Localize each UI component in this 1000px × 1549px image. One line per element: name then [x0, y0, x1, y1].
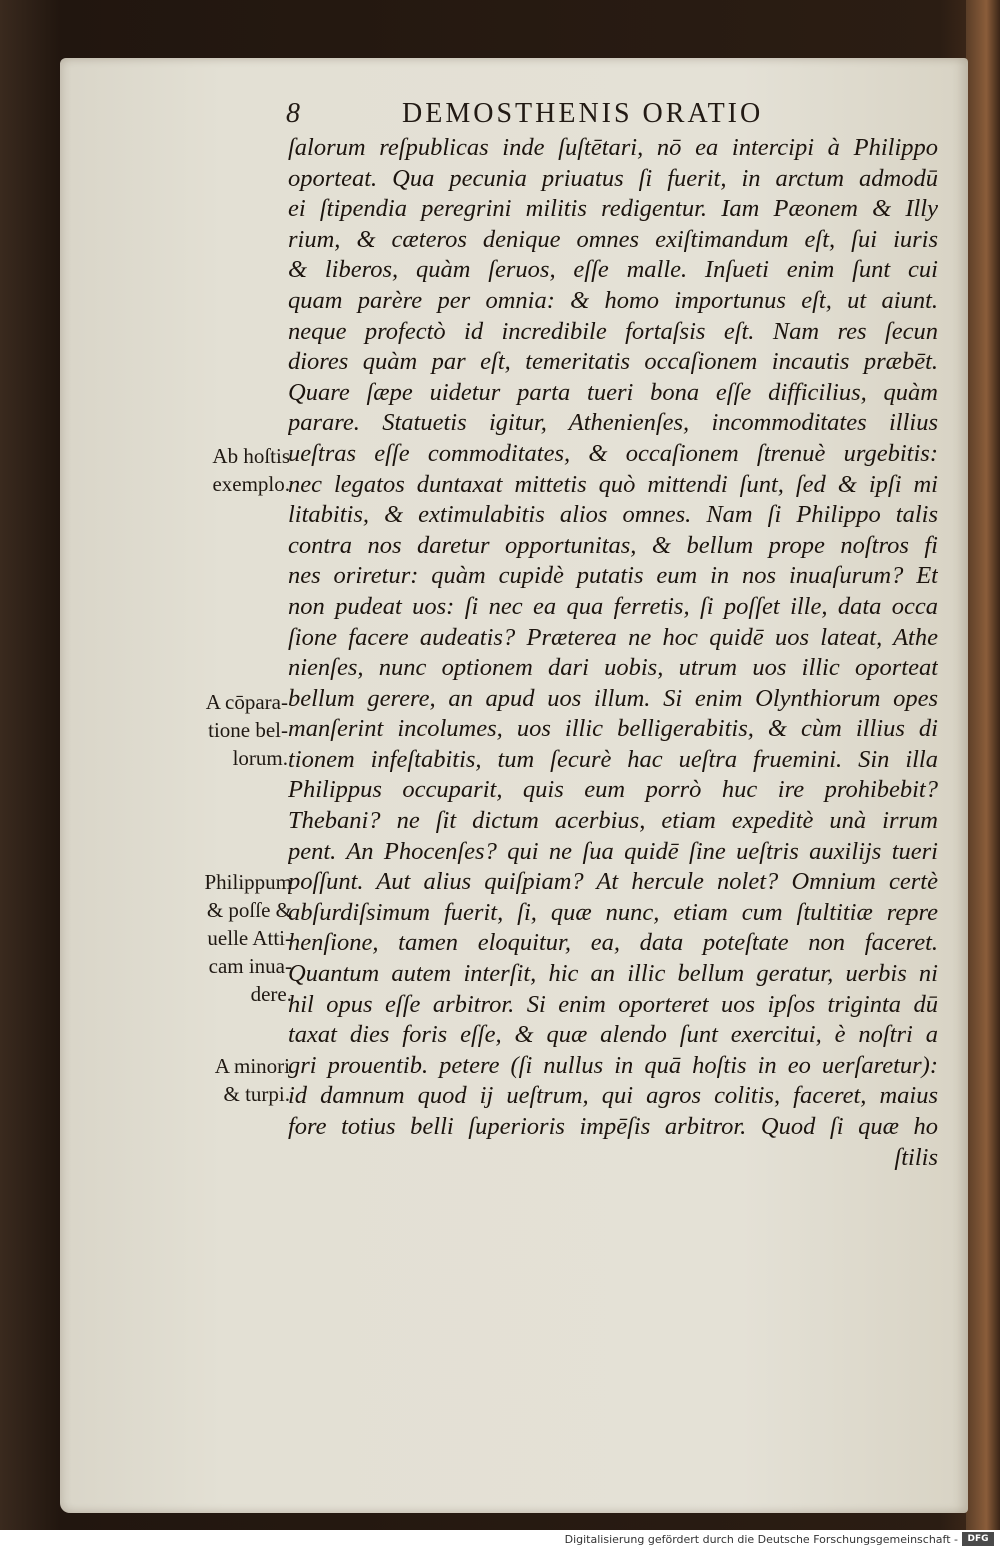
- margin-note-ab-hostis: [170, 442, 290, 498]
- text-line: fore totius belli ſuperioris impēſis arbitror. Quod ſi quæ ho: [288, 1113, 938, 1140]
- margin-note-line: A minori: [214, 1054, 290, 1078]
- text-line: pent. An Phocenſes? qui ne ſua quidē ſine ueſtris auxilijs tueri: [288, 837, 938, 865]
- text-line: quam parère per omnia: & homo importunus eſt, ut aiunt.: [288, 286, 938, 314]
- text-line: Thebani? ne ſit dictum acerbius, etiam expeditè unà irrum: [288, 807, 938, 835]
- running-head: [286, 98, 846, 134]
- margin-note-minori: [176, 1052, 290, 1108]
- text-line: ſalorum reſpublicas inde ſuſtētari, nō ea intercipi à Philippo: [288, 134, 938, 161]
- text-line: contra nos daretur opportunitas, & bellum prope noſtros fi: [288, 531, 938, 559]
- text-line: id damnum quod ij ueſtrum, qui agros colitis, faceret, maius: [288, 1082, 938, 1110]
- text-line: Quantum autem interſit, hic an illic bellum geratur, uerbis ni: [288, 960, 938, 988]
- margin-note-line: Ab hoſtis: [212, 444, 290, 468]
- text-line: nec legatos duntaxat mittetis quò mittendi ſunt, ſed & ipſi mi: [288, 470, 938, 498]
- margin-note-line: lorum.: [232, 746, 288, 770]
- text-line: tionem infeſtabitis, tum ſecurè hac ueſtra fruemini. Sin illa: [288, 745, 938, 773]
- text-line: neque profectò id incredibile fortaſsis eſt. Nam res ſecun: [288, 317, 938, 345]
- margin-note-line: cam inua-: [208, 954, 292, 978]
- text-line: Philippus occuparit, quis eum porrò huc ire prohibebit?: [288, 776, 938, 804]
- text-line: poſſunt. Aut alius quiſpiam? At hercule nolet? Omnium certè: [288, 868, 938, 896]
- body-text: [288, 133, 938, 1173]
- dfg-logo: DFG: [962, 1532, 994, 1546]
- margin-note-line: dere.: [250, 982, 292, 1006]
- text-line: ſtilis: [894, 1143, 938, 1171]
- text-line: nes oriretur: quàm cupidè putatis eum in nos inuaſurum? Et: [288, 562, 938, 590]
- text-line: oporteat. Qua pecunia priuatus ſi fuerit, in arctum admodū: [288, 164, 938, 192]
- text-line: henſione, tamen eloquitur, ea, data poteſtate non faceret.: [288, 929, 938, 957]
- text-line: gri prouentib. petere (ſi nullus in quā hoſtis in eo uerſaretur):: [288, 1051, 938, 1079]
- text-line: diores quàm par eſt, temeritatis occaſionem incautis præbēt.: [288, 348, 938, 376]
- margin-note-line: Philippum: [204, 870, 292, 894]
- text-line: & liberos, quàm ſeruos, eſſe malle. Inſueti enim ſunt cui: [288, 256, 938, 284]
- book-cover-edge: [966, 0, 1000, 1530]
- margin-note-line: tione bel-: [208, 718, 288, 742]
- text-line: ſione facere audeatis? Præterea ne hoc quidē uos lateat, Athe: [288, 623, 938, 651]
- text-line: Quare ſæpe uidetur parta tueri bona eſſe difficilius, quàm: [288, 378, 938, 406]
- text-line: parare. Statuetis igitur, Athenienſes, incommoditates illius: [288, 409, 938, 437]
- running-head-title: DEMOSTHENIS ORATIO: [402, 98, 764, 129]
- text-line: taxat dies foris eſſe, & quæ alendo ſunt exercitui, è noſtri a: [288, 1021, 938, 1049]
- margin-note-line: A cōpara-: [205, 690, 288, 714]
- margin-note-comparatione: [160, 688, 288, 772]
- footer-credit: Digitalisierung gefördert durch die Deutsche Forschungsgemeinschaft -: [564, 1533, 958, 1546]
- text-line: non pudeat uos: ſi nec ea qua ferretis, ſi poſſet ille, data occa: [288, 592, 938, 620]
- margin-note-line: & poſſe &: [206, 898, 292, 922]
- margin-note-line: & turpi.: [223, 1082, 290, 1106]
- text-line: hil opus eſſe arbitror. Si enim oporteret uos ipſos triginta dū: [288, 990, 938, 1018]
- text-line: abſurdiſsimum fuerit, ſi, quæ nunc, etiam cum ſtultitiæ repre: [288, 898, 938, 926]
- page-number: 8: [286, 98, 303, 129]
- margin-note-line: exemplo.: [212, 472, 290, 496]
- text-line: bellum gerere, an apud uos illum. Si enim Olynthiorum opes: [288, 684, 938, 712]
- text-line: ueſtras eſſe commoditates, & occaſionem ſtrenuè urgebitis:: [288, 439, 938, 467]
- margin-note-philippum: [168, 868, 292, 1008]
- text-line: ei ſtipendia peregrini militis redigentur. Iam Pæonem & Illy: [288, 195, 938, 223]
- text-line: litabitis, & extimulabitis alios omnes. Nam ſi Philippo talis: [288, 501, 938, 529]
- text-line: nienſes, nunc optionem dari uobis, utrum uos illic oporteat: [288, 654, 938, 682]
- text-line: rium, & cæteros denique omnes exiſtimandum eſt, ſui iuris: [288, 225, 938, 253]
- margin-note-line: uelle Atti-: [207, 926, 292, 950]
- text-line: manſerint incolumes, uos illic belligerabitis, & cùm illius di: [288, 715, 938, 743]
